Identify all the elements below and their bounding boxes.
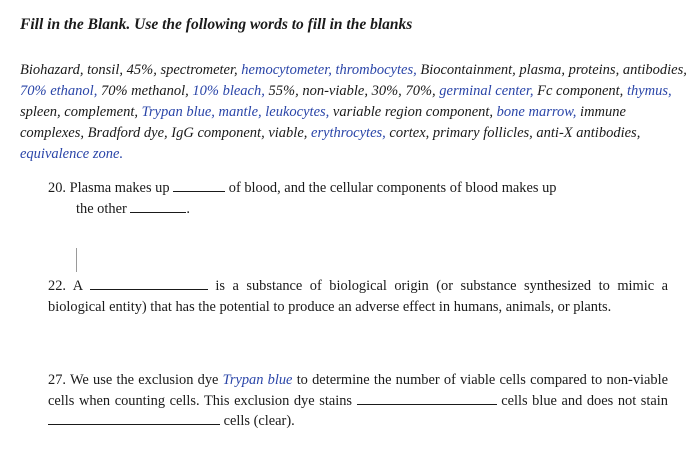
word-bank-term: thymus, xyxy=(626,83,672,99)
word-bank-term: variable region component, xyxy=(332,104,494,120)
word-bank-term: proteins, xyxy=(568,62,620,78)
word-bank-term: spectrometer, xyxy=(160,62,238,78)
question-text: A xyxy=(72,278,83,294)
question-number: 20. xyxy=(48,180,66,196)
word-bank-term: spleen, xyxy=(20,104,61,120)
answer-blank[interactable] xyxy=(130,199,186,213)
question-text: cells blue and does not stain xyxy=(501,392,668,409)
word-bank-term: mantle, xyxy=(218,104,262,120)
question-text: Plasma makes up xyxy=(69,180,170,196)
word-bank-term: bone marrow, xyxy=(496,104,577,120)
word-bank-term: 45%, xyxy=(126,62,157,78)
question-text: is a substance of biological origin (or substance synthesized to mimic a biological entity) that has the potential to produce an adverse effect in humans, animals, or plants. xyxy=(48,278,668,315)
answer-blank[interactable] xyxy=(90,276,208,290)
word-bank-term: leukocytes, xyxy=(265,104,330,120)
question-text: cells (clear). xyxy=(223,413,295,429)
word-bank-term: 55%, xyxy=(268,83,299,99)
word-bank-term: equivalence zone. xyxy=(20,146,124,162)
question-number: 22. xyxy=(48,278,66,294)
question-text: of blood, and the cellular components of blood makes up xyxy=(228,180,557,196)
answer-blank[interactable] xyxy=(173,178,225,192)
question-27 xyxy=(48,370,668,432)
dye-name: Trypan blue xyxy=(222,372,293,388)
word-bank-term: cortex, xyxy=(389,125,430,141)
answer-blank[interactable] xyxy=(357,391,497,405)
word-bank-term: anti-X antibodies, xyxy=(536,125,641,141)
word-bank-term: 70% ethanol, xyxy=(20,83,98,99)
question-text: . xyxy=(186,200,190,217)
word-bank-term: 10% bleach, xyxy=(192,83,265,99)
word-bank-term: complement, xyxy=(64,104,138,120)
word-bank-term: thrombocytes, xyxy=(335,62,417,78)
word-bank-term: Biocontainment, xyxy=(420,62,516,78)
word-bank-term: 70%, xyxy=(405,83,436,99)
word-bank-term: 30%, xyxy=(371,83,402,99)
word-bank-term: immune complexes, xyxy=(20,104,626,141)
question-text: We use the exclusion dye xyxy=(69,372,219,388)
word-bank-term: Bradford dye, xyxy=(87,125,168,141)
question-text: to determine the number of viable cells compared to non-viable cells when counting cells. This exclusion dye stains xyxy=(48,372,669,409)
question-20 xyxy=(48,178,668,219)
word-bank-term: hemocytometer, xyxy=(241,62,332,78)
word-bank-term: 70% methanol, xyxy=(100,83,189,99)
question-22 xyxy=(48,276,668,317)
answer-blank[interactable] xyxy=(48,411,220,425)
question-text: the other xyxy=(76,200,127,217)
word-bank-term: Biohazard, xyxy=(20,62,84,78)
word-bank-term: primary follicles, xyxy=(432,125,533,141)
question-number: 27. xyxy=(48,372,66,388)
word-bank-term: Fc component, xyxy=(537,83,624,99)
word-bank-term: plasma, xyxy=(519,62,565,78)
word-bank-term: viable, xyxy=(268,125,308,141)
word-bank xyxy=(20,60,690,165)
text-cursor xyxy=(76,248,77,272)
word-bank-term: antibodies, xyxy=(622,62,687,78)
word-bank-term: IgG component, xyxy=(171,125,265,141)
page-title: Fill in the Blank. Use the following words to fill in the blanks xyxy=(20,16,413,33)
word-bank-term: tonsil, xyxy=(87,62,123,78)
word-bank-term: germinal center, xyxy=(439,83,534,99)
word-bank-term: non-viable, xyxy=(302,83,368,99)
word-bank-term: erythrocytes, xyxy=(311,125,386,141)
word-bank-term: Trypan blue, xyxy=(141,104,215,120)
